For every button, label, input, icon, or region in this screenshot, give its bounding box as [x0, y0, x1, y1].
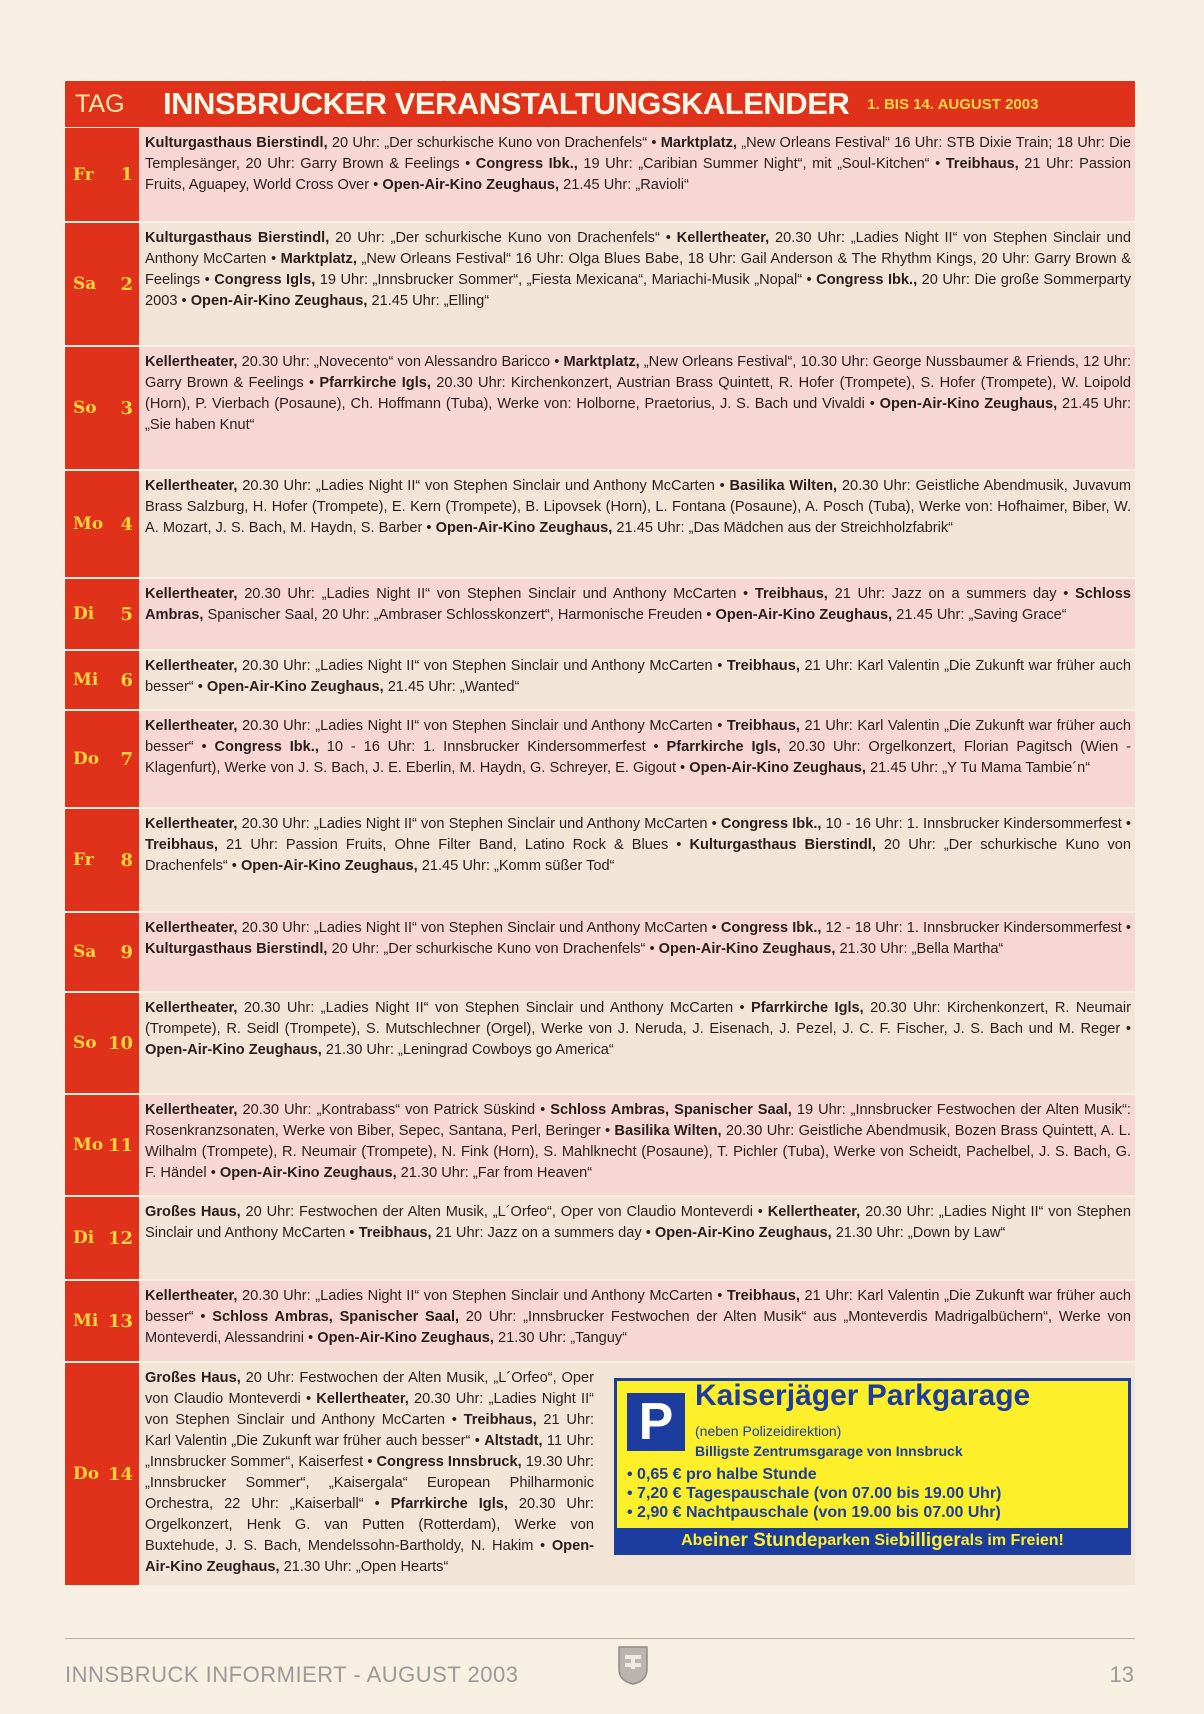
day-number: 12	[107, 1227, 133, 1249]
parking-icon: P	[627, 1393, 685, 1451]
calendar-header	[65, 81, 1135, 127]
day-events	[139, 993, 1135, 1095]
day-events	[139, 1197, 1135, 1281]
day-label	[65, 1281, 139, 1363]
calendar-title: INNSBRUCKER VERANSTALTUNGSKALENDER	[163, 86, 850, 121]
day-events	[139, 128, 1135, 223]
ad-price-item: • 2,90 € Nachtpauschale (von 19.00 bis 07.00 Uhr)	[627, 1504, 1001, 1521]
ad-footer-b: einer Stunde	[702, 1529, 818, 1551]
ad-price-item: • 7,20 € Tagespauschale (von 07.00 bis 19.00 Uhr)	[627, 1485, 1002, 1502]
day-label	[65, 711, 139, 809]
weekday: Mo	[73, 514, 104, 534]
city-crest-icon	[617, 1645, 649, 1685]
day-label	[65, 809, 139, 913]
events-text: Kellertheater, 20.30 Uhr: „Ladies Night II“ von Stephen Sinclair und Anthony McCarten • Treibhaus, 21 Uhr: Karl Valentin „Die Zukunft war früher auch besser“ • Open-Air-Kino Zeughaus, 21.45 Uhr: „Wanted“	[145, 658, 1131, 695]
day-number: 1	[120, 164, 133, 185]
day-number: 4	[120, 513, 133, 535]
day-number: 13	[107, 1310, 133, 1332]
day-events	[139, 809, 1135, 913]
events-text: Kellertheater, 20.30 Uhr: „Ladies Night II“ von Stephen Sinclair und Anthony McCarten • Congress Ibk., 12 - 18 Uhr: 1. Innsbrucker Kindersommerfest • Kulturgasthaus Bierstindl, 20 Uhr: „Der schurkische Kuno von Drachenfels“ • Open-Air-Kino Zeughaus, 21.30 Uhr: „Bella Martha“	[145, 920, 1131, 957]
ad-tagline: Billigste Zentrumsgarage von Innsbruck	[695, 1443, 963, 1459]
day-number: 10	[107, 1032, 133, 1054]
parking-advertisement	[614, 1378, 1131, 1555]
ad-footer-d: billiger	[898, 1529, 961, 1551]
day-events	[139, 223, 1135, 347]
events-text: Kulturgasthaus Bierstindl, 20 Uhr: „Der schurkische Kuno von Drachenfels“ • Marktplatz, „New Orleans Festival“ 16 Uhr: STB Dixie Train; 18 Uhr: Die Templesänger, 20 Uhr: Garry Brown & Feelings • Congress Ibk., 19 Uhr: „Caribian Summer Night“, mit „Soul-Kitchen“ • Treibhaus, 21 Uhr: Passion Fruits, Aguapey, World Cross Over • Open-Air-Kino Zeughaus, 21.45 Uhr: „Ravioli“	[145, 135, 1131, 193]
calendar-day-row	[65, 1281, 1135, 1363]
events-text: Kellertheater, 20.30 Uhr: „Ladies Night II“ von Stephen Sinclair und Anthony McCarten • Pfarrkirche Igls, 20.30 Uhr: Kirchenkonzert, R. Neumair (Trompete), R. Seidl (Trompete), S. Mutschlechner (Orgel), Werke von J. Neruda, J. Eisenach, J. Pezel, J. C. F. Fischer, J. S. Bach und M. Reger • Open-Air-Kino Zeughaus, 21.30 Uhr: „Leningrad Cowboys go America“	[145, 1000, 1131, 1058]
day-number: 5	[120, 603, 133, 625]
day-events	[139, 651, 1135, 711]
events-text: Kellertheater, 20.30 Uhr: „Novecento“ von Alessandro Baricco • Marktplatz, „New Orleans Festival“, 10.30 Uhr: George Nussbaumer & Friends, 12 Uhr: Garry Brown & Feelings • Pfarrkirche Igls, 20.30 Uhr: Kirchenkonzert, Austrian Brass Quintett, R. Hofer (Trompete), S. Hofer (Trompete), W. Loipold (Horn), P. Vierbach (Posaune), Ch. Hoffmann (Tuba), Werke von: Holborne, Praetorius, J. S. Bach und Vivaldi • Open-Air-Kino Zeughaus, 21.45 Uhr: „Sie haben Knut“	[145, 354, 1131, 433]
day-label	[65, 993, 139, 1095]
weekday: Fr	[73, 164, 94, 185]
calendar-day-row	[65, 579, 1135, 651]
day-number: 8	[120, 849, 133, 871]
events-text: Kellertheater, 20.30 Uhr: „Ladies Night II“ von Stephen Sinclair und Anthony McCarten • Congress Ibk., 10 - 16 Uhr: 1. Innsbrucker Kindersommerfest • Treibhaus, 21 Uhr: Passion Fruits, Ohne Filter Band, Latino Rock & Blues • Kulturgasthaus Bierstindl, 20 Uhr: „Der schurkische Kuno von Drachenfels“ • Open-Air-Kino Zeughaus, 21.45 Uhr: „Komm süßer Tod“	[145, 816, 1131, 874]
day-events	[139, 1095, 1135, 1197]
weekday: Di	[73, 1228, 95, 1248]
calendar-day-row	[65, 1095, 1135, 1197]
events-text: Kellertheater, 20.30 Uhr: „Ladies Night II“ von Stephen Sinclair und Anthony McCarten • Treibhaus, 21 Uhr: Jazz on a summers day • Schloss Ambras, Spanischer Saal, 20 Uhr: „Ambraser Schlosskonzert“, Harmonische Freuden • Open-Air-Kino Zeughaus, 21.45 Uhr: „Saving Grace“	[145, 586, 1131, 623]
calendar-day-row	[65, 347, 1135, 471]
calendar-day-row	[65, 471, 1135, 579]
ad-footer-a: Ab	[681, 1531, 703, 1549]
events-text: Kellertheater, 20.30 Uhr: „Kontrabass“ von Patrick Süskind • Schloss Ambras, Spanischer Saal, 19 Uhr: „Innsbrucker Festwochen der Alten Musik“: Rosenkranzsonaten, Werke von Biber, Sepec, Santana, Perl, Beringer • Basilika Wilten, 20.30 Uhr: Geistliche Abendmusik, Bozen Brass Quintett, A. L. Wilhalm (Trompete), R. Neumair (Trompete), N. Fink (Horn), S. Mahlknecht (Posaune), T. Pichler (Tuba), Werke von Scheidt, Pachelbel, J. S. Bach, G. F. Händel • Open-Air-Kino Zeughaus, 21.30 Uhr: „Far from Heaven“	[145, 1102, 1131, 1181]
weekday: Mi	[73, 1311, 99, 1331]
footer-divider	[65, 1638, 1135, 1639]
calendar-day-row	[65, 1363, 1135, 1587]
ad-footer-c: parken Sie	[817, 1531, 899, 1549]
day-events	[139, 1281, 1135, 1363]
ad-title: Kaiserjäger Parkgarage	[695, 1379, 1031, 1412]
day-number: 9	[120, 941, 133, 963]
day-events	[139, 347, 1135, 471]
weekday: Do	[73, 1464, 100, 1484]
page-number: 13	[1109, 1662, 1134, 1687]
events-text: Großes Haus, 20 Uhr: Festwochen der Alten Musik, „L´Orfeo“, Oper von Claudio Monteverdi • Kellertheater, 20.30 Uhr: „Ladies Night II“ von Stephen Sinclair und Anthony McCarten • Treibhaus, 21 Uhr: Jazz on a summers day • Open-Air-Kino Zeughaus, 21.30 Uhr: „Down by Law“	[145, 1204, 1131, 1241]
weekday: Mi	[73, 670, 99, 690]
calendar-day-row	[65, 809, 1135, 913]
day-events	[139, 711, 1135, 809]
ad-footer	[617, 1528, 1128, 1552]
publication-name: INNSBRUCK INFORMIERT - AUGUST 2003	[65, 1662, 519, 1687]
ad-footer-e: als im Freien!	[960, 1531, 1064, 1549]
weekday: Fr	[73, 850, 94, 870]
day-number: 3	[120, 397, 133, 419]
day-label	[65, 347, 139, 471]
calendar-day-row	[65, 1197, 1135, 1281]
event-calendar	[65, 81, 1135, 1587]
weekday: So	[73, 1033, 97, 1053]
day-label	[65, 579, 139, 651]
day-events	[139, 579, 1135, 651]
ad-price-list	[627, 1465, 1001, 1522]
day-label	[65, 1363, 139, 1587]
day-number: 2	[120, 273, 133, 295]
day-number: 11	[107, 1134, 133, 1156]
ad-subtitle: (neben Polizeidirektion)	[695, 1423, 842, 1439]
day-label	[65, 471, 139, 579]
day-label	[65, 223, 139, 347]
day-events	[139, 471, 1135, 579]
day-number: 7	[120, 748, 133, 770]
weekday: Sa	[73, 274, 97, 294]
weekday: Do	[73, 749, 100, 769]
events-text: Kellertheater, 20.30 Uhr: „Ladies Night II“ von Stephen Sinclair und Anthony McCarten • Treibhaus, 21 Uhr: Karl Valentin „Die Zukunft war früher auch besser“ • Schloss Ambras, Spanischer Saal, 20 Uhr: „Innsbrucker Festwochen der Alten Musik“ aus „Monteverdis Madrigalbüchern“, Werke von Monteverdi, Alessandrini • Open-Air-Kino Zeughaus, 21.30 Uhr: „Tanguy“	[145, 1288, 1131, 1346]
date-range: 1. BIS 14. AUGUST 2003	[867, 95, 1039, 113]
day-label	[65, 913, 139, 993]
day-label	[65, 1095, 139, 1197]
events-text: Kellertheater, 20.30 Uhr: „Ladies Night II“ von Stephen Sinclair und Anthony McCarten • Treibhaus, 21 Uhr: Karl Valentin „Die Zukunft war früher auch besser“ • Congress Ibk., 10 - 16 Uhr: 1. Innsbrucker Kindersommerfest • Pfarrkirche Igls, 20.30 Uhr: Orgelkonzert, Florian Pagitsch (Wien - Klagenfurt), Werke von J. S. Bach, J. E. Eberlin, M. Haydn, G. Schreyer, E. Gigout • Open-Air-Kino Zeughaus, 21.45 Uhr: „Y Tu Mama Tambie´n“	[145, 718, 1132, 776]
day-label	[65, 128, 139, 223]
calendar-day-row	[65, 913, 1135, 993]
header-day-label: TAG	[75, 89, 125, 118]
events-text: Kellertheater, 20.30 Uhr: „Ladies Night II“ von Stephen Sinclair und Anthony McCarten • Basilika Wilten, 20.30 Uhr: Geistliche Abendmusik, Juvavum Brass Salzburg, H. Hofer (Trompete), E. Kern (Trompete), B. Lipovsek (Horn), L. Fontana (Posaune), A. Posch (Tuba), Werke von: Hofhaimer, Biber, W. A. Mozart, J. S. Bach, M. Haydn, S. Barber • Open-Air-Kino Zeughaus, 21.45 Uhr: „Das Mädchen aus der Streichholzfabrik“	[145, 478, 1131, 536]
events-text: Kulturgasthaus Bierstindl, 20 Uhr: „Der schurkische Kuno von Drachenfels“ • Kellertheater, 20.30 Uhr: „Ladies Night II“ von Stephen Sinclair und Anthony McCarten • Marktplatz, „New Orleans Festival“ 16 Uhr: Olga Blues Babe, 18 Uhr: Gail Anderson & The Rhythm Kings, 20 Uhr: Garry Brown & Feelings • Congress Igls, 19 Uhr: „Innsbrucker Sommer“, „Fiesta Mexicana“, Mariachi-Musik „Nopal“ • Congress Ibk., 20 Uhr: Die große Sommerparty 2003 • Open-Air-Kino Zeughaus, 21.45 Uhr: „Elling“	[145, 230, 1132, 309]
weekday: Di	[73, 604, 95, 624]
day-events	[139, 1363, 1135, 1587]
calendar-day-row	[65, 128, 1135, 223]
day-label	[65, 1197, 139, 1281]
day-events	[139, 913, 1135, 993]
weekday: Sa	[73, 942, 97, 962]
day-label	[65, 651, 139, 711]
weekday: Mo	[73, 1135, 104, 1155]
calendar-day-row	[65, 993, 1135, 1095]
day-number: 14	[107, 1463, 133, 1485]
day-number: 6	[120, 669, 133, 691]
calendar-rows	[65, 128, 1135, 1587]
events-text: Großes Haus, 20 Uhr: Festwochen der Alten Musik, „L´Orfeo“, Oper von Claudio Monteverdi • Kellertheater, 20.30 Uhr: „Ladies Night II“ von Stephen Sinclair und Anthony McCarten • Treibhaus, 21 Uhr: Karl Valentin „Die Zukunft war früher auch besser“ • Altstadt, 11 Uhr: „Innsbrucker Sommer“, Kaiserfest • Congress Innsbruck, 19.30 Uhr: „Innsbrucker Sommer“, „Kaisergala“ European Philharmonic Orchestra, 22 Uhr: „Kaiserball“ • Pfarrkirche Igls, 20.30 Uhr: Orgelkonzert, Henk G. van Putten (Rotterdam), Werke von Buxtehude, J. S. Bach, Mendelssohn-Bartholdy, N. Hakim • Open-Air-Kino Zeughaus, 21.30 Uhr: „Open Hearts“	[145, 1370, 594, 1575]
ad-price-item: • 0,65 € pro halbe Stunde	[627, 1466, 817, 1483]
calendar-day-row	[65, 651, 1135, 711]
weekday: So	[73, 398, 97, 418]
calendar-day-row	[65, 711, 1135, 809]
calendar-day-row	[65, 223, 1135, 347]
